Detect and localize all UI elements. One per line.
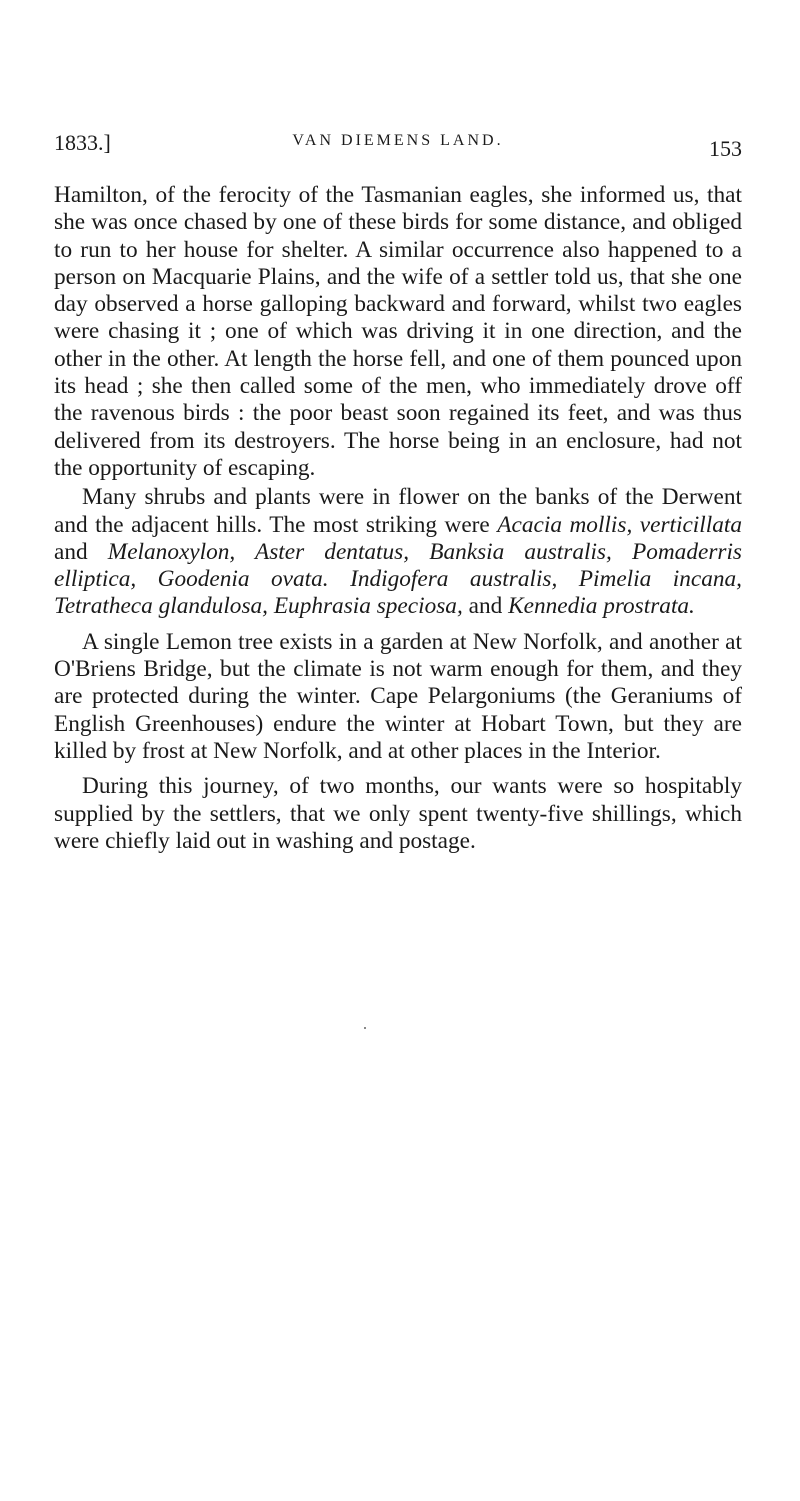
plants-lead: Many shrubs and plants were in flower on the banks of the Derwent and the adjacent hills. The most striking were: [54, 484, 742, 538]
running-header: [54, 130, 742, 170]
header-year: 1833.]: [54, 130, 111, 155]
paragraph-lemon-tree: A single Lemon tree exists in a garden at New Norfolk, and another at O'Briens Bridge, but the climate is not warm enough for them, and they are protected during the winter. Cape Pelargoniums (the Geraniums of English Greenhouses) endure the winter at Hobart Town, but they are killed by frost at New Norfolk, and at other places in the Interior.: [54, 628, 742, 764]
paragraph-journey: During this journey, of two months, our wants were so hospitably supplied by the settlers, that we only spent twenty-five shillings, which were chiefly laid out in washing and postage.: [54, 773, 742, 854]
plants-conjunction-2: and: [462, 593, 509, 620]
species-names-1: Acacia mollis, verticillata: [497, 511, 742, 538]
book-page: [54, 130, 742, 855]
paragraph-eagles: Hamilton, of the ferocity of the Tasmanian eagles, she informed us, that she was once chased by one of these birds for some distance, and obliged to run to her house for shelter. A similar occurrence also happened to a person on Macquarie Plains, and the wife of a settler told us, that she one day observed a horse galloping backward and forward, whilst two eagles were chasing it ; one of which was driving it in one direction, and the other in the other. At length the horse fell, and one of them pounced upon its head ; she then called some of the men, who immediately drove off the ravenous birds : the poor beast soon regained its feet, and was thus delivered from its destroyers. The horse being in an enclosure, had not the opportunity of escaping.: [54, 182, 742, 481]
paper-speck: [364, 1027, 366, 1029]
species-names-3: Kennedia prostrata.: [508, 593, 695, 620]
page-number: 153: [709, 136, 742, 161]
paragraph-plants: [54, 484, 742, 620]
species-names-2: Melanoxylon, Aster dentatus, Banksia australis, Pomaderris elliptica, Goodenia ovata. Indigofera australis, Pimelia incana, Tetratheca glandulosa, Euphrasia speciosa,: [54, 538, 742, 620]
body-text: [54, 182, 742, 855]
plants-conjunction-1: and: [54, 538, 108, 565]
running-title: VAN DIEMENS LAND.: [292, 132, 504, 149]
